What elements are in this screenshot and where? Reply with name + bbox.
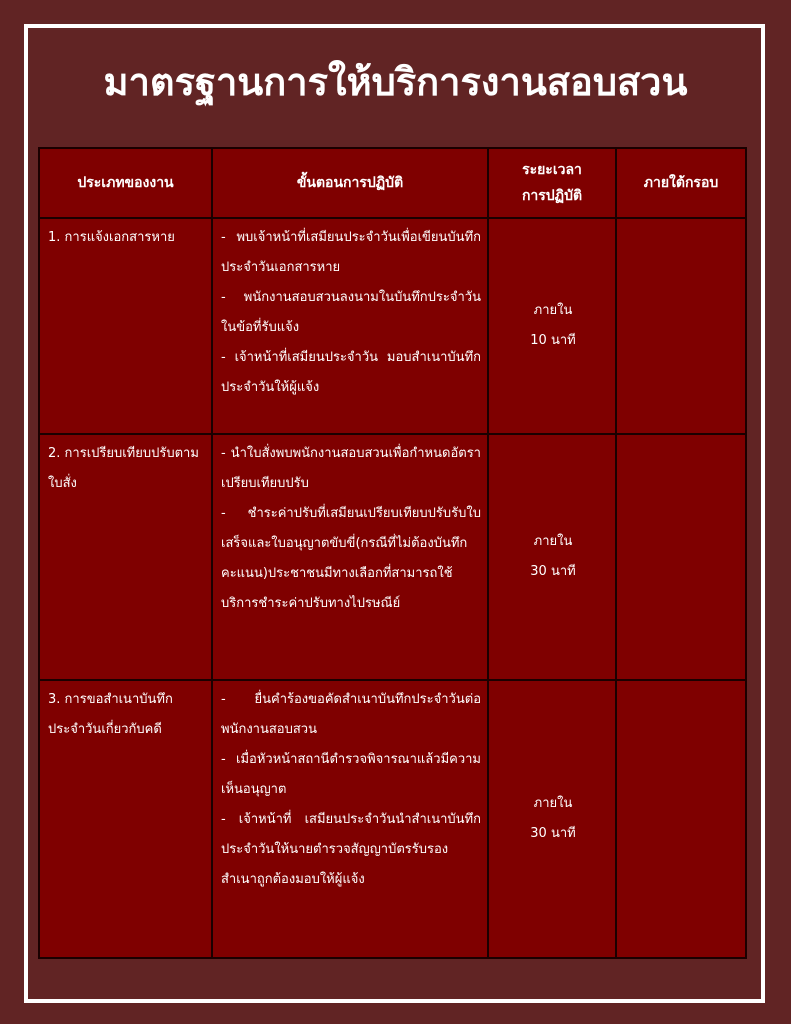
step-item: - เจ้าหน้าที่เสมียนประจำวัน มอบสำเนาบันทึกประจำวันให้ผู้แจ้ง <box>221 350 481 395</box>
table-header-row <box>39 148 746 218</box>
step-item: - นำใบสั่งพบพนักงานสอบสวนเพื่อกำหนดอัตราเปรียบเทียบปรับ <box>221 446 481 491</box>
header-time <box>488 148 616 218</box>
header-steps: ขั้นตอนการปฏิบัติ <box>212 148 488 218</box>
row-time-line2: 10 นาที <box>530 333 576 348</box>
row-deadline-cell <box>616 680 746 958</box>
page-title: มาตรฐานการให้บริการงานสอบสวน <box>103 60 688 104</box>
row-type: 3. การขอสำเนาบันทึกประจำวันเกี่ยวกับคดี <box>48 692 173 737</box>
row-deadline-cell <box>616 434 746 680</box>
row-time-line2: 30 นาที <box>530 564 576 579</box>
row-steps-cell <box>212 218 488 434</box>
row-time-cell <box>488 218 616 434</box>
row-time-line1: ภายใน <box>533 534 573 549</box>
service-standards-table <box>38 147 747 959</box>
header-type: ประเภทของงาน <box>39 148 212 218</box>
row-time-line1: ภายใน <box>533 303 573 318</box>
step-item: - พนักงานสอบสวนลงนามในบันทึกประจำวันในข้อที่รับแจ้ง <box>221 290 481 335</box>
step-item: - พบเจ้าหน้าที่เสมียนประจำวันเพื่อเขียนบันทึกประจำวันเอกสารหาย <box>221 230 481 275</box>
row-type-cell <box>39 680 212 958</box>
step-item: - ยื่นคำร้องขอคัดสำเนาบันทึกประจำวันต่อพนักงานสอบสวน <box>221 692 481 737</box>
row-type-cell <box>39 434 212 680</box>
header-time-line1: ระยะเวลา <box>522 162 582 178</box>
header-deadline: ภายใต้กรอบ <box>616 148 746 218</box>
step-item: - เมื่อหัวหน้าสถานีตำรวจพิจารณาแล้วมีความเห็นอนุญาต <box>221 752 481 797</box>
row-type: 2. การเปรียบเทียบปรับตามใบสั่ง <box>48 446 199 491</box>
row-deadline-cell <box>616 218 746 434</box>
step-item: - ชำระค่าปรับที่เสมียนเปรียบเทียบปรับรับใบเสร็จและใบอนุญาตขับขี่(กรณีที่ไม่ต้องบันทึกคะแนน)ประชาชนมีทางเลือกที่สามารถใช้บริการชำระค่าปรับทางไปรษณีย์ <box>221 506 481 611</box>
table-row <box>39 218 746 434</box>
row-time-line2: 30 นาที <box>530 826 576 841</box>
table-row <box>39 434 746 680</box>
row-time-cell <box>488 680 616 958</box>
row-time-line1: ภายใน <box>533 796 573 811</box>
row-type: 1. การแจ้งเอกสารหาย <box>48 230 175 245</box>
table-row <box>39 680 746 958</box>
row-steps-cell <box>212 434 488 680</box>
row-steps-cell <box>212 680 488 958</box>
service-standards-table-wrapper <box>38 147 745 957</box>
header-time-line2: การปฏิบัติ <box>521 188 583 204</box>
row-time-cell <box>488 434 616 680</box>
row-type-cell <box>39 218 212 434</box>
step-item: - เจ้าหน้าที่ เสมียนประจำวันนำสำเนาบันทึกประจำวันให้นายตำรวจสัญญาบัตรรับรองสำเนาถูกต้องมอบให้ผู้แจ้ง <box>221 812 481 887</box>
